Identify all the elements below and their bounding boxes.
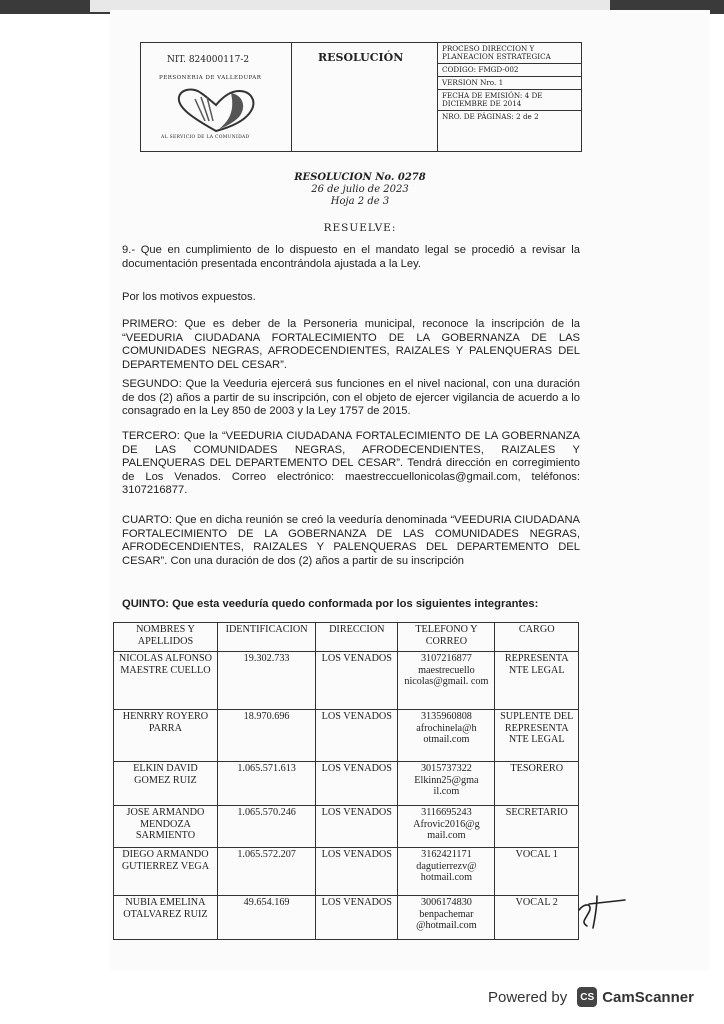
org-slogan: AL SERVICIO DE LA COMUNIDAD	[161, 135, 250, 140]
heart-logo-icon	[171, 85, 261, 135]
cell-role: VOCAL 2	[495, 896, 579, 940]
paragraph-9: 9.- Que en cumplimiento de lo dispuesto en el mandato legal se procedió a revisar la documentación presentada encontrándola ajustada a la Ley.	[122, 244, 580, 270]
paragraph-primero: PRIMERO: Que es deber de la Personeria municipal, reconoce la inscripción de la “VEEDURIA CIUDADANA FORTALECIMIENTO DE LA GOBERNANZA DE LAS COMUNIDADES NEGRAS, AFRODECENDIENTES, RAIZALES Y PALENQUERAS DEL DEPARTEMENTO DEL CESAR”.	[122, 318, 580, 371]
cell-name: HENRRY ROYERO PARRA	[114, 710, 218, 762]
powered-by-text: Powered by	[488, 988, 568, 1006]
paragraph-quinto: QUINTO: Que esta veeduría quedo conformada por los siguientes integrantes:	[122, 598, 539, 610]
cell-id: 19.302.733	[217, 652, 315, 710]
org-name: PERSONERIA DE VALLEDUPAR	[159, 75, 262, 81]
cell-id: 1.065.570.246	[217, 806, 315, 848]
header-meta-cell	[438, 43, 581, 151]
meta-version: VERSION Nro. 1	[438, 77, 581, 90]
resuelve-heading: RESUELVE:	[323, 222, 397, 234]
cell-id: 49.654.169	[217, 896, 315, 940]
cell-name: NUBIA EMELINA OTALVAREZ RUIZ	[114, 896, 218, 940]
paragraph-tercero: TERCERO: Que la “VEEDURIA CIUDADANA FORTALECIMIENTO DE LA GOBERNANZA DE LAS COMUNIDADES NEGRAS, AFRODECENDIENTES, RAIZALES Y PALENQUERAS DEL DEPARTEMENTO DEL CESAR”. Tendrá dirección en corregimiento de Los Venados. Correo electrónico: maestreccuellonicolas@gmail.com, teléfonos: 3107216877.	[122, 430, 580, 496]
table-row	[114, 652, 579, 710]
cell-address: LOS VENADOS	[316, 806, 398, 848]
table-row	[114, 896, 579, 940]
cell-name: JOSE ARMANDO MENDOZA SARMIENTO	[114, 806, 218, 848]
meta-pages: NRO. DE PÁGINAS: 2 de 2	[442, 112, 539, 121]
cell-role: SECRETARIO	[495, 806, 579, 848]
camscanner-logo-icon: CS	[577, 987, 597, 1007]
meta-issue-date: FECHA DE EMISIÓN: 4 DE DICIEMBRE DE 2014	[438, 90, 581, 111]
table-header-row	[114, 623, 579, 652]
signature-icon	[575, 892, 635, 932]
cell-contact: 3006174830 benpachemar @hotmail.com	[398, 896, 495, 940]
table-row	[114, 710, 579, 762]
resolution-sheet: Hoja 2 de 3	[330, 196, 390, 207]
camscanner-brand: CamScanner	[602, 988, 694, 1006]
cell-address: LOS VENADOS	[316, 762, 398, 806]
col-header-contact: TELEFONO Y CORREO	[398, 623, 495, 652]
cell-address: LOS VENADOS	[316, 652, 398, 710]
cell-id: 1.065.572.207	[217, 848, 315, 896]
cell-address: LOS VENADOS	[316, 848, 398, 896]
col-header-address: DIRECCION	[316, 623, 398, 652]
cell-role: TESORERO	[495, 762, 579, 806]
meta-code: CODIGO: FMGD-002	[438, 64, 581, 77]
header-title-cell	[292, 43, 438, 151]
meta-process: PROCESO DIRECCION Y PLANEACION ESTRATEGICA	[438, 43, 581, 64]
table-row	[114, 762, 579, 806]
cell-contact: 3135960808 afrochinela@h otmail.com	[398, 710, 495, 762]
doc-type: RESOLUCIÓN	[318, 51, 404, 64]
cell-id: 1.065.571.613	[217, 762, 315, 806]
cell-address: LOS VENADOS	[316, 896, 398, 940]
resolution-number: RESOLUCION No. 0278	[294, 172, 426, 183]
members-table	[113, 622, 579, 940]
cell-role: SUPLENTE DEL REPRESENTA NTE LEGAL	[495, 710, 579, 762]
cell-role: VOCAL 1	[495, 848, 579, 896]
cell-address: LOS VENADOS	[316, 710, 398, 762]
document-header	[140, 42, 582, 152]
header-org-cell	[141, 43, 292, 151]
cell-contact: 3015737322 Elkinn25@gma il.com	[398, 762, 495, 806]
cell-contact: 3116695243 Afrovic2016@g mail.com	[398, 806, 495, 848]
paragraph-segundo: SEGUNDO: Que la Veeduria ejercerá sus funciones en el nivel nacional, con una duración de dos (2) años a partir de su inscripción, con el objeto de ejercer vigilancia de acuerdo a lo consagrado en la Ley 850 de 2003 y la Ley 1757 de 2015.	[122, 378, 580, 417]
cell-contact: 3107216877 maestrecuello nicolas@gmail. com	[398, 652, 495, 710]
cell-name: DIEGO ARMANDO GUTIERREZ VEGA	[114, 848, 218, 896]
paragraph-motivos: Por los motivos expuestos.	[122, 291, 256, 303]
paragraph-cuarto: CUARTO: Que en dicha reunión se creó la veeduría denominada “VEEDURIA CIUDADANA FORTALECIMIENTO DE LA GOBERNANZA DE LAS COMUNIDADES NEGRAS, AFRODECENDIENTES, RAIZALES Y PALENQUERAS DEL DEPARTEMENTO DEL CESAR”. Con una duración de dos (2) años a partir de su inscripción	[122, 514, 580, 567]
cell-id: 18.970.696	[217, 710, 315, 762]
col-header-role: CARGO	[495, 623, 579, 652]
cell-name: ELKIN DAVID GOMEZ RUIZ	[114, 762, 218, 806]
table-row	[114, 848, 579, 896]
cell-name: NICOLAS ALFONSO MAESTRE CUELLO	[114, 652, 218, 710]
camscanner-watermark	[488, 982, 694, 1012]
cell-contact: 3162421171 dagutierrezv@ hotmail.com	[398, 848, 495, 896]
cell-role: REPRESENTA NTE LEGAL	[495, 652, 579, 710]
table-row	[114, 806, 579, 848]
resolution-date: 26 de julio de 2023	[311, 184, 409, 195]
col-header-names: NOMBRES Y APELLIDOS	[114, 623, 218, 652]
col-header-id: IDENTIFICACION	[217, 623, 315, 652]
nit-number: NIT. 824000117-2	[167, 55, 250, 65]
